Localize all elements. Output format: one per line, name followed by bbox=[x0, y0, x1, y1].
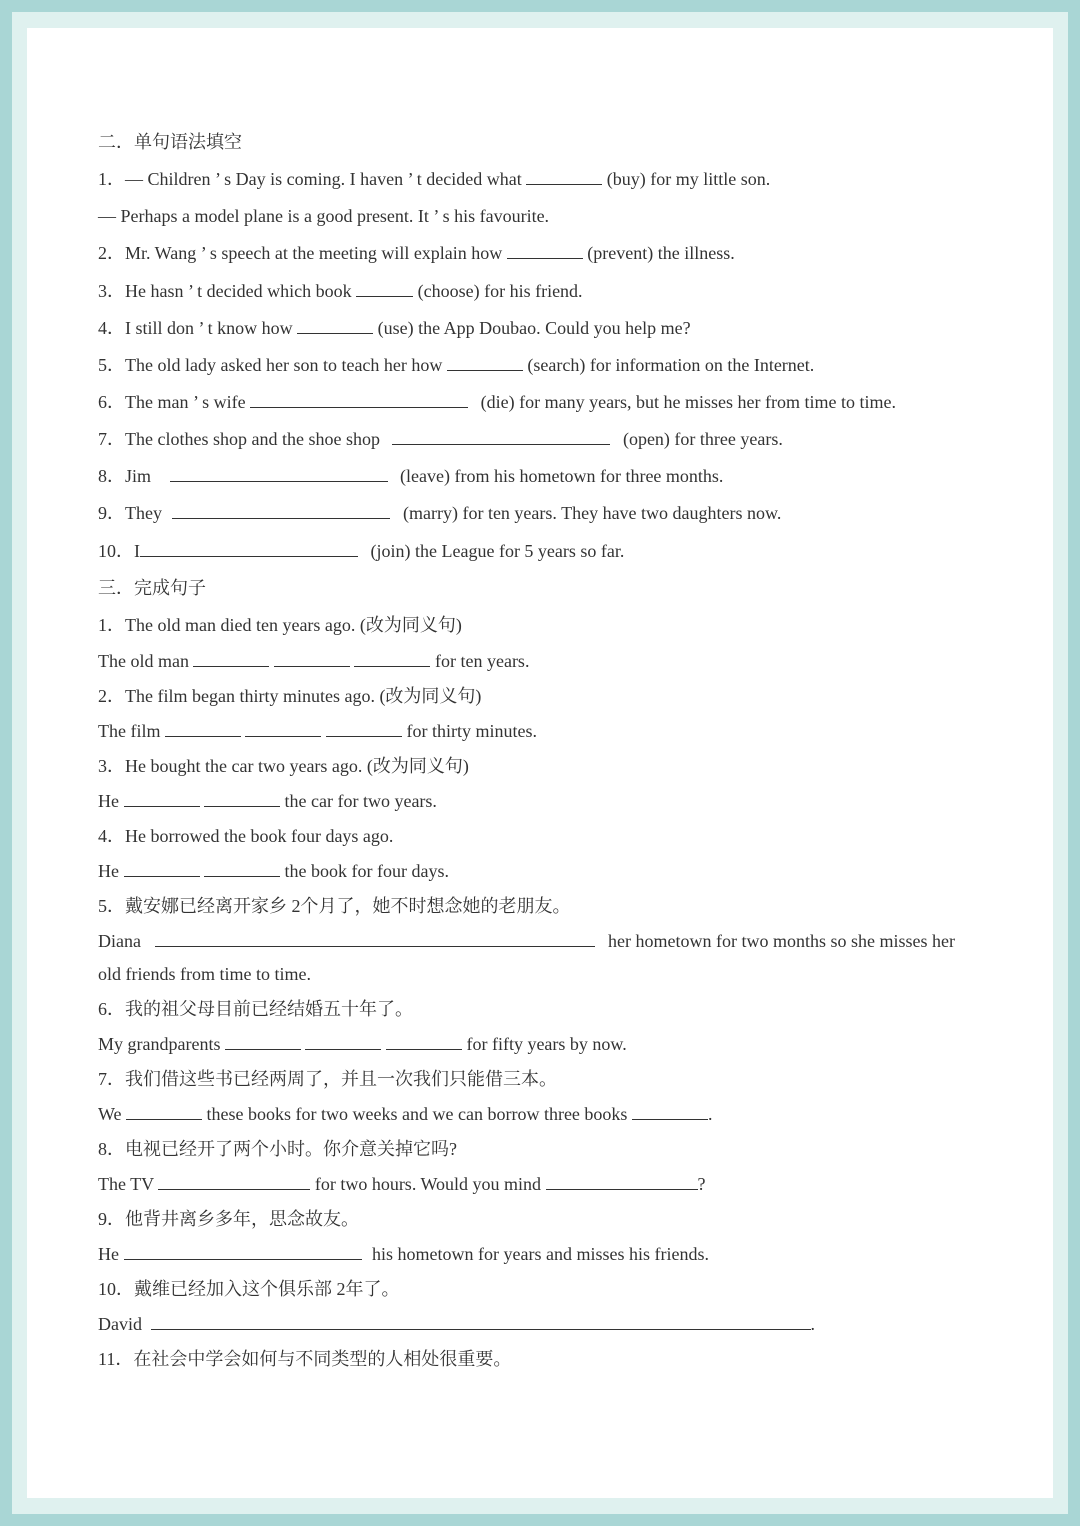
heading-text: 二．单句语法填空 bbox=[98, 132, 242, 152]
question-text: her hometown for two months so she misses her bbox=[603, 931, 955, 951]
question-text: We bbox=[98, 1104, 127, 1124]
question-3-1-answer bbox=[98, 650, 529, 672]
answer-blank[interactable] bbox=[546, 1173, 698, 1190]
question-text: his hometown for years and misses his friends. bbox=[367, 1244, 709, 1264]
question-2-3 bbox=[98, 280, 583, 302]
answer-blank[interactable] bbox=[297, 317, 373, 334]
answer-blank[interactable] bbox=[356, 280, 413, 297]
question-text: My grandparents bbox=[98, 1034, 225, 1054]
question-text: (leave) from his hometown for three months. bbox=[395, 466, 724, 486]
question-text: 8．电视已经开了两个小时。你介意关掉它吗? bbox=[98, 1139, 457, 1159]
answer-blank[interactable] bbox=[225, 1033, 301, 1050]
answer-blank[interactable] bbox=[245, 720, 321, 737]
question-text: 10．I bbox=[98, 541, 140, 561]
answer-blank[interactable] bbox=[447, 354, 523, 371]
question-3-4-prompt bbox=[98, 825, 393, 847]
question-text: (search) for information on the Internet. bbox=[522, 355, 815, 375]
question-text: the book for four days. bbox=[280, 861, 449, 881]
question-3-3-answer bbox=[98, 790, 437, 812]
question-text: 7．我们借这些书已经两周了，并且一次我们只能借三本。 bbox=[98, 1069, 557, 1089]
question-text: 6．我的祖父母目前已经结婚五十年了。 bbox=[98, 999, 413, 1019]
question-3-4-answer bbox=[98, 860, 449, 882]
question-3-6-prompt bbox=[98, 998, 413, 1020]
section-heading-complete-sentences bbox=[98, 577, 206, 599]
answer-blank[interactable] bbox=[274, 650, 350, 667]
question-3-5-answer bbox=[98, 930, 955, 952]
answer-blank[interactable] bbox=[124, 860, 200, 877]
question-text: 1．— Children ’ s Day is coming. I haven ’ t decided what bbox=[98, 169, 527, 189]
question-3-8-prompt bbox=[98, 1138, 457, 1160]
question-text: 6．The man ’ s wife bbox=[98, 392, 251, 412]
answer-blank[interactable] bbox=[124, 790, 200, 807]
question-2-2 bbox=[98, 242, 735, 264]
question-3-5-continued bbox=[98, 963, 311, 985]
question-text: 8．Jim bbox=[98, 466, 156, 486]
answer-blank[interactable] bbox=[392, 428, 610, 445]
question-text: 1．The old man died ten years ago. (改为同义句) bbox=[98, 615, 462, 635]
question-3-5-prompt bbox=[98, 895, 571, 917]
question-text: 5．The old lady asked her son to teach her how bbox=[98, 355, 447, 375]
question-3-7-answer bbox=[98, 1103, 712, 1125]
answer-blank[interactable] bbox=[126, 1103, 202, 1120]
question-text: for thirty minutes. bbox=[401, 721, 537, 741]
question-text: Diana bbox=[98, 931, 146, 951]
question-text: 7．The clothes shop and the shoe shop bbox=[98, 429, 385, 449]
answer-blank[interactable] bbox=[326, 720, 402, 737]
question-text: (marry) for ten years. They have two daughters now. bbox=[398, 503, 782, 523]
question-3-6-answer bbox=[98, 1033, 627, 1055]
question-text: (die) for many years, but he misses her from time to time. bbox=[476, 392, 897, 412]
answer-blank[interactable] bbox=[526, 168, 602, 185]
question-text: 4．He borrowed the book four days ago. bbox=[98, 826, 394, 846]
question-text: The film bbox=[98, 721, 165, 741]
question-text: The TV bbox=[98, 1174, 159, 1194]
question-text: (join) the League for 5 years so far. bbox=[366, 541, 625, 561]
question-3-10-prompt bbox=[98, 1278, 400, 1300]
answer-blank[interactable] bbox=[204, 790, 280, 807]
question-3-9-answer bbox=[98, 1243, 709, 1265]
question-2-10 bbox=[98, 540, 624, 562]
answer-blank[interactable] bbox=[170, 465, 388, 482]
question-text: (prevent) the illness. bbox=[582, 243, 735, 263]
heading-text: 三．完成句子 bbox=[98, 578, 206, 598]
question-3-7-prompt bbox=[98, 1068, 557, 1090]
answer-blank[interactable] bbox=[172, 502, 390, 519]
question-text: He bbox=[98, 791, 124, 811]
question-2-7 bbox=[98, 428, 783, 450]
question-text: (use) the App Doubao. Could you help me? bbox=[373, 318, 691, 338]
answer-blank[interactable] bbox=[204, 860, 280, 877]
question-text: for fifty years by now. bbox=[461, 1034, 627, 1054]
question-text: 2．The film began thirty minutes ago. (改为同义句) bbox=[98, 686, 482, 706]
answer-blank[interactable] bbox=[250, 391, 468, 408]
question-2-6 bbox=[98, 391, 896, 413]
answer-blank[interactable] bbox=[193, 650, 269, 667]
question-text: He bbox=[98, 861, 124, 881]
question-text: ? bbox=[697, 1174, 706, 1194]
answer-blank[interactable] bbox=[632, 1103, 708, 1120]
question-2-9 bbox=[98, 502, 781, 524]
question-text: (open) for three years. bbox=[618, 429, 783, 449]
question-2-4 bbox=[98, 317, 691, 339]
answer-blank[interactable] bbox=[158, 1173, 310, 1190]
question-text: 9．他背井离乡多年，思念故友。 bbox=[98, 1209, 359, 1229]
question-text: (buy) for my little son. bbox=[602, 169, 771, 189]
question-2-1b bbox=[98, 205, 549, 227]
question-3-10-answer bbox=[98, 1313, 815, 1335]
question-text: — Perhaps a model plane is a good present. It ’ s his favourite. bbox=[98, 206, 550, 226]
question-text: 3．He hasn ’ t decided which book bbox=[98, 281, 357, 301]
answer-blank[interactable] bbox=[507, 242, 583, 259]
question-2-5 bbox=[98, 354, 814, 376]
question-text: for ten years. bbox=[430, 651, 530, 671]
question-text: for two hours. Would you mind bbox=[310, 1174, 546, 1194]
question-2-1a bbox=[98, 168, 770, 190]
question-text: 9．They bbox=[98, 503, 167, 523]
question-text: . bbox=[810, 1314, 815, 1334]
question-text: 4．I still don ’ t know how bbox=[98, 318, 298, 338]
question-text: 2．Mr. Wang ’ s speech at the meeting will explain how bbox=[98, 243, 507, 263]
question-3-2-answer bbox=[98, 720, 537, 742]
question-text: . bbox=[707, 1104, 713, 1124]
question-text: He bbox=[98, 1244, 124, 1264]
answer-blank[interactable] bbox=[155, 930, 595, 947]
question-text: 3．He bought the car two years ago. (改为同义句) bbox=[98, 756, 469, 776]
question-text: old friends from time to time. bbox=[98, 964, 311, 984]
answer-blank[interactable] bbox=[165, 720, 241, 737]
question-2-8 bbox=[98, 465, 723, 487]
answer-blank[interactable] bbox=[140, 540, 358, 557]
question-text: 11．在社会中学会如何与不同类型的人相处很重要。 bbox=[98, 1349, 512, 1369]
answer-blank[interactable] bbox=[124, 1243, 362, 1260]
answer-blank[interactable] bbox=[354, 650, 430, 667]
answer-blank[interactable] bbox=[151, 1313, 811, 1330]
question-3-3-prompt bbox=[98, 755, 469, 777]
question-text: 5．戴安娜已经离开家乡 2个月了，她不时想念她的老朋友。 bbox=[98, 896, 571, 916]
question-3-9-prompt bbox=[98, 1208, 359, 1230]
section-heading-grammar bbox=[98, 131, 242, 153]
question-text: these books for two weeks and we can borrow three books bbox=[202, 1104, 632, 1124]
question-text: 10．戴维已经加入这个俱乐部 2年了。 bbox=[98, 1279, 400, 1299]
question-3-2-prompt bbox=[98, 685, 481, 707]
question-text: David bbox=[98, 1314, 147, 1334]
question-3-11-prompt bbox=[98, 1348, 511, 1370]
answer-blank[interactable] bbox=[386, 1033, 462, 1050]
question-text: the car for two years. bbox=[280, 791, 437, 811]
answer-blank[interactable] bbox=[305, 1033, 381, 1050]
question-3-1-prompt bbox=[98, 614, 462, 636]
question-text: The old man bbox=[98, 651, 194, 671]
question-3-8-answer bbox=[98, 1173, 706, 1195]
question-text: (choose) for his friend. bbox=[413, 281, 583, 301]
